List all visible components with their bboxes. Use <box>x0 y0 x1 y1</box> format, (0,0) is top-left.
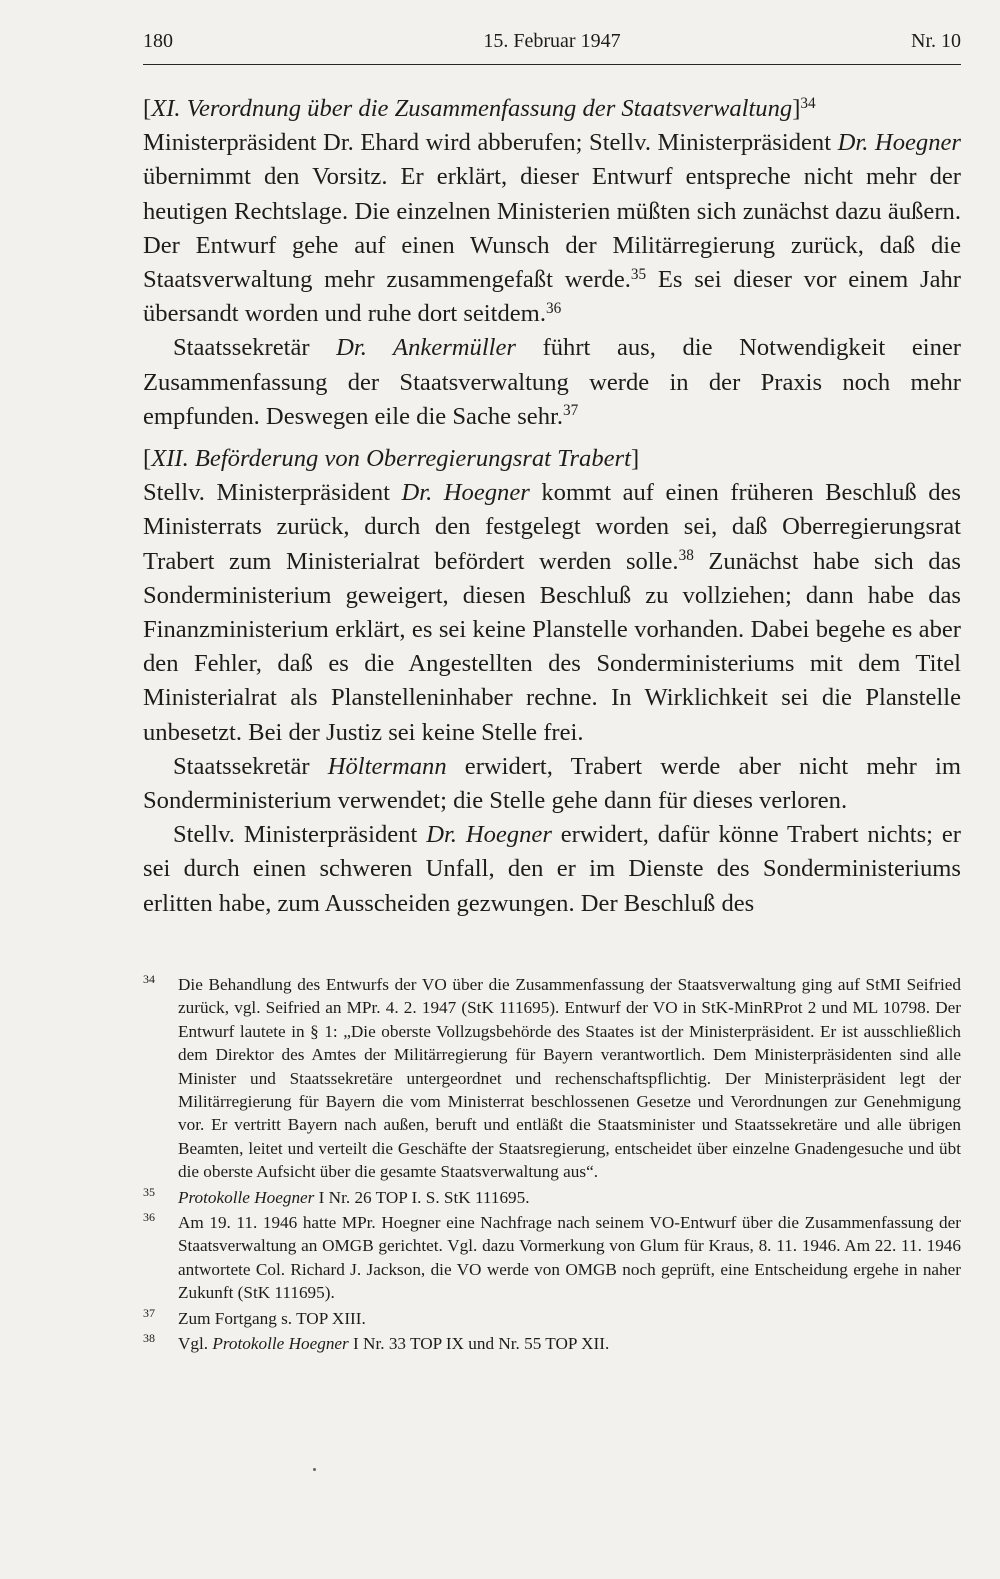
footnote-number: 35 <box>143 1184 155 1199</box>
paragraph <box>143 750 961 818</box>
issue-number: Nr. 10 <box>911 30 961 52</box>
bracket-close: ] <box>792 95 801 122</box>
footnote-ref-37: 37 <box>563 402 579 420</box>
section-xi-title: XI. Verordnung über die Zusammenfassung der Staatsverwaltung <box>151 95 793 122</box>
header-rule <box>143 64 961 65</box>
paragraph <box>143 476 961 750</box>
bracket-open: [ <box>143 445 152 473</box>
paragraph <box>143 331 961 434</box>
paragraph <box>143 126 961 331</box>
text-run: führt aus, die Notwendigkeit einer Zusammenfassung der Staatsverwaltung werde in der Praxis noch mehr empfunden. Deswegen eile die Sache sehr. <box>143 334 961 430</box>
footnote-number: 34 <box>143 972 155 986</box>
person-name: Dr. Hoegner <box>837 129 961 157</box>
footnote-38 <box>143 1332 961 1355</box>
page-header <box>143 30 961 62</box>
paragraph <box>143 818 961 921</box>
footnote-text: Am 19. 11. 1946 hatte MPr. Hoegner eine Nachfrage nach seinem VO-Entwurf über die Zusammenfassung der Staatsverwaltung an OMGB gerichtet. Vgl. dazu Vormerkung von Glum für Kraus, 8. 11. 1946. Am 22. 11. 1946 antwortete Col. Richard J. Jackson, die VO werde von OMGB noch geprüft, eine Entscheidung ergehe in naher Zukunft (StK 111695). <box>178 1213 961 1303</box>
footnote-text: I Nr. 26 TOP I. S. StK 111695. <box>314 1187 530 1207</box>
text-run: Zunächst habe sich das Sonderministerium geweigert, diesen Beschluß zu vollziehen; dann habe das Finanzministerium erklärt, es sei keine Planstelle vorhanden. Dabei begehe es aber den Fehler, daß es die Angestellten des Sonderministeriums mit dem Titel Ministerialrat als Planstelleninhaber rechne. In Wirklichkeit sei die Planstelle unbesetzt. Bei der Justiz sei keine Stelle frei. <box>143 547 961 746</box>
footnote-34 <box>143 973 961 1184</box>
text-run: kommt auf einen früheren Beschluß des Ministerrats zurück, durch den festgelegt worden sei, daß Oberregierungsrat Trabert zum Ministerialrat befördert werden solle. <box>143 479 961 575</box>
footnote-text: Zum Fortgang s. TOP XIII. <box>178 1308 366 1328</box>
footnote-36 <box>143 1211 961 1305</box>
footnote-prefix: Vgl. <box>178 1334 213 1354</box>
person-name: Dr. Hoegner <box>401 479 530 507</box>
footnote-number: 38 <box>143 1331 155 1346</box>
footnote-number: 37 <box>143 1305 155 1320</box>
main-text <box>143 92 961 921</box>
footnotes <box>143 973 961 1358</box>
text-run: übernimmt den Vorsitz. Er erklärt, dieser Entwurf entspreche nicht mehr der heutigen Rechtslage. Die einzelnen Ministerien müßten sich zunächst dazu äußern. Der Entwurf gehe auf einen Wunsch der Militärregierung zurück, daß die Staatsverwaltung mehr zusammengefaßt werde. <box>143 163 961 294</box>
bracket-close: ] <box>630 445 640 473</box>
text-run: erwidert, Trabert werde aber nicht mehr im Sonderministerium verwendet; die Stelle gehe dann für dieses verloren. <box>143 752 961 815</box>
footnote-text: Die Behandlung des Entwurfs der VO über die Zusammenfassung der Staatsverwaltung ging auf StMI Seifried zurück, vgl. Seifried an MPr. 4. 2. 1947 (StK 111695). Entwurf der VO in StK-MinRProt 2 und ML 10798. Der Entwurf lautete in § 1: „Die oberste Vollzugsbehörde des Staates ist der Ministerpräsident. Er ist ausschließlich dem Direktor des Amtes der Militärregierung für Bayern verantwortlich. Dem Ministerpräsidenten sind alle Minister und Staatssekretäre untergeordnet und rechenschaftspflichtig. Der Ministerpräsident legt der Militärregierung für Bayern die vom Ministerrat beschlossenen Gesetze und Verordnungen zur Genehmigung vor. Er vertritt Bayern nach außen, beruft und entläßt die Staatsminister und Staatssekretäre und alle übrigen Beamten, leitet und verteilt die Geschäfte der Staatsregierung, entscheidet über einzelne Gnadengesuche und übt die oberste Aufsicht über die gesamte Staatsverwaltung aus“. <box>178 975 961 1182</box>
bracket-open: [ <box>143 95 152 122</box>
page-number: 180 <box>143 30 173 52</box>
footnote-ref-36: 36 <box>545 299 562 317</box>
text-run: Stellv. Ministerpräsident <box>143 479 402 507</box>
footnote-ref-34: 34 <box>800 94 816 112</box>
paper-speck <box>313 1468 316 1471</box>
text-run: Staatssekretär <box>173 752 328 780</box>
footnote-source-title: Protokolle Hoegner <box>212 1334 349 1354</box>
text-run: Es sei dieser vor einem Jahr übersandt worden und ruhe dort seitdem. <box>143 266 961 328</box>
footnote-37 <box>143 1307 961 1330</box>
footnote-ref-35: 35 <box>630 265 647 283</box>
person-name: Dr. Ankermüller <box>336 334 516 362</box>
section-xii-heading <box>143 442 961 476</box>
footnote-number: 36 <box>143 1210 155 1225</box>
header-date: 15. Februar 1947 <box>483 30 621 52</box>
section-xi-heading <box>143 92 961 126</box>
footnote-35 <box>143 1186 961 1209</box>
text-run: erwidert, dafür könne Trabert nichts; er sei durch einen schweren Unfall, den er im Dienste des Sonderministeriums erlitten habe, zum Ausscheiden gezwungen. Der Beschluß des <box>143 821 961 917</box>
person-name: Dr. Hoegner <box>426 821 552 849</box>
text-run: Ministerpräsident Dr. Ehard wird abberufen; Stellv. Ministerpräsident <box>143 129 838 157</box>
footnote-text: I Nr. 33 TOP IX und Nr. 55 TOP XII. <box>348 1334 610 1354</box>
footnote-ref-38: 38 <box>678 547 694 565</box>
text-run: Stellv. Ministerpräsident <box>173 821 427 849</box>
text-run: Staatssekretär <box>173 334 337 362</box>
person-name: Höltermann <box>327 752 447 780</box>
footnote-source-title: Protokolle Hoegner <box>178 1187 315 1207</box>
section-xii-title: XII. Beförderung von Oberregierungsrat Trabert <box>151 445 631 473</box>
